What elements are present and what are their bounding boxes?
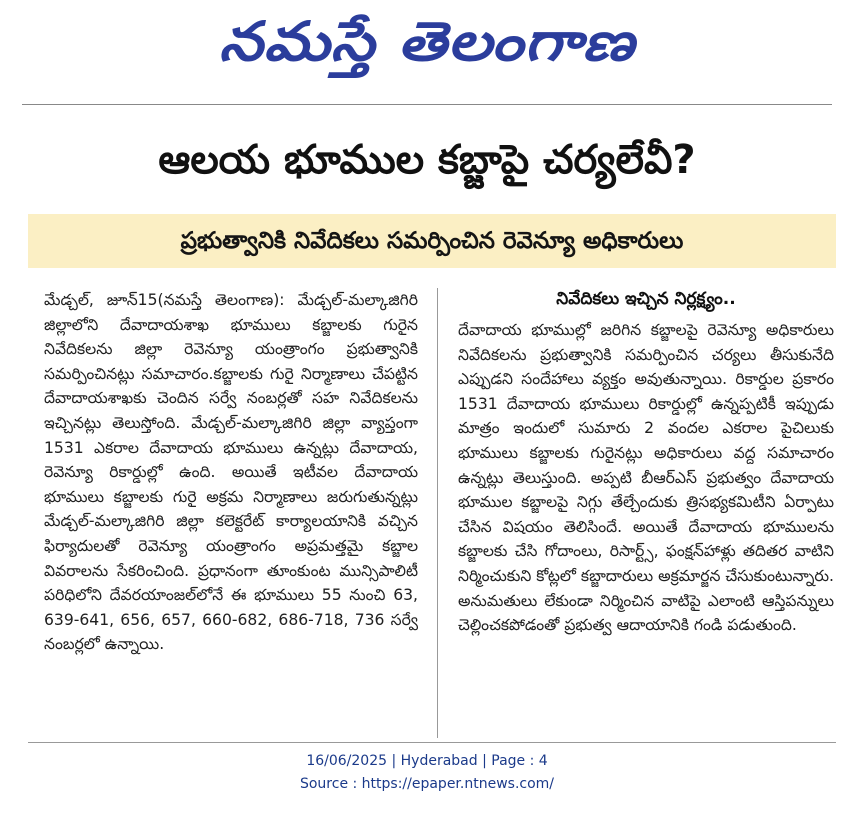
column-divider [437, 288, 438, 738]
article-headline: ఆలయ భూముల కబ్జాపై చర్యలేవీ? [158, 137, 696, 183]
article-subheadline: ప్రభుత్వానికి నివేదికలు సమర్పించిన రెవెన్యూ అధికారులు [28, 214, 836, 268]
article-bottom-rule [28, 742, 836, 743]
article-left-column [44, 288, 418, 657]
footer-edition-info: 16/06/2025 | Hyderabad | Page : 4 [306, 753, 548, 769]
right-column-text: దేవాదాయ భూముల్లో జరిగిన కబ్జాలపై రెవెన్యూ అధికారులు నివేదికలను ప్రభుత్వానికి సమర్పించిన చర్యలు తీసుకునేది ఎప్పుడని సందేహాలు వ్యక్తం అవుతున్నాయి. రికార్డుల ప్రకారం 1531 దేవాదాయ భూములు రికార్డుల్లో ఉన్నప్పటికీ ఇప్పుడు మాత్రం ఇందులో సుమారు 2 వందల ఎకరాల పైచిలుకు భూములు కబ్జాలకు గురైనట్లు అధికారులు వద్ద సమాచారం ఉన్నట్లు తెలుస్తుంది. అప్పటి బీఆర్ఎస్ ప్రభుత్వం దేవాదాయ భూముల కబ్జాలపై నిగ్గు తేల్చేందుకు త్రిసభ్యకమిటీని ఏర్పాటు చేసిన విషయం తెలిసిందే. అయితే దేవాదాయ భూములను కబ్జాలకు చేసి గోదాంలు, రిసార్ట్స్, ఫంక్షన్‌హాళ్లు తదితర వాటిని నిర్మించుకుని కోట్లలో కబ్జాదారులు అక్రమార్జన చేసుకుంటున్నారు. అనుమతులు లేకుండా నిర్మించిన వాటిపై ఎలాంటి ఆస్తిపన్నులు చెల్లించకపోడంతో ప్రభుత్వ ఆదాయానికి గండి పడుతుంది. [458, 321, 834, 635]
masthead-logo [0, 6, 854, 76]
masthead-divider [22, 104, 832, 105]
left-column-text: మేడ్చల్, జూన్15(నమస్తే తెలంగాణ): మేడ్చల్-మల్కాజిగిరి జిల్లాలోని దేవాదాయశాఖ భూములు కబ్జాలకు గురైన నివేదికలను జిల్లా రెవెన్యూ యంత్రాంగం ప్రభుత్వానికి సమర్పించినట్లు సమాచారం.కబ్జాలకు గురై నిర్మాణాలు చేపట్టిన దేవాదాయశాఖకు చెందిన సర్వే నంబర్లతో సహ నివేదికలను ఇచ్చినట్లు తెలుస్తోంది. మేడ్చల్-మల్కాజిగిరి జిల్లా వ్యాప్తంగా 1531 ఎకరాల దేవాదాయ భూములు ఉన్నట్లు దేవాదాయ, రెవెన్యూ రికార్డుల్లో ఉంది. అయితే ఇటీవల దేవాదాయ భూములు కబ్జాలకు గురై అక్రమ నిర్మాణాలు జరుగుతున్నట్లు మేడ్చల్-మల్కాజిగిరి జిల్లా కలెక్టరేట్ కార్యాలయానికి వచ్చిన ఫిర్యాదులతో రెవెన్యూ యంత్రాంగం అప్రమత్తమై కబ్జాల వివరాలను సేకరించింది. ప్రధానంగా తూంకుంట మున్సిపాలిటీ పరిధిలోని దేవరయాంజల్‌లోనే ఈ భూములు 55 నుంచి 63, 639-641, 656, 657, 660-682, 686-718, 736 సర్వే నంబర్లలో ఉన్నాయి. [44, 291, 418, 654]
footer-source-link[interactable]: Source : https://epaper.ntnews.com/ [299, 776, 555, 792]
right-section-heading: నివేదికలు ఇచ్చిన నిర్లక్ష్యం.. [556, 289, 736, 309]
masthead-title: నమస్తే తెలంగాణ [218, 9, 636, 73]
article-right-column [458, 318, 834, 638]
